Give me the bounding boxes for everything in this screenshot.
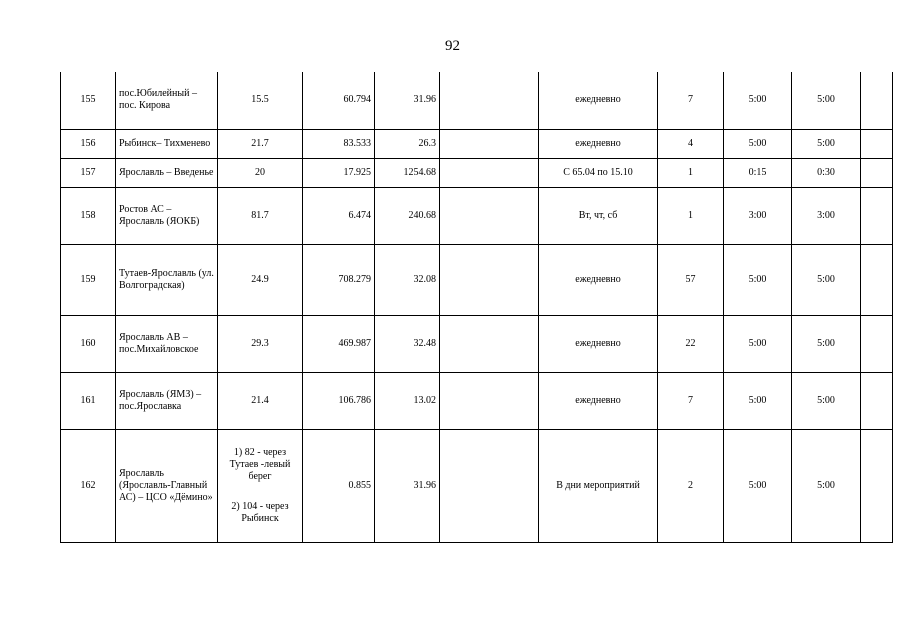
route-value-2: 1254.68 — [375, 158, 440, 187]
route-time-1: 5:00 — [724, 129, 792, 158]
route-value-2: 31.96 — [375, 429, 440, 542]
route-name: Рыбинск– Тихменево — [116, 129, 218, 158]
table-row — [61, 429, 893, 542]
route-length-part-1: 1) 82 - через Тутаев -левый берег — [229, 446, 291, 482]
route-count: 1 — [658, 158, 724, 187]
route-extra-cell — [861, 315, 893, 372]
route-length: 21.4 — [218, 372, 303, 429]
routes-table — [60, 72, 893, 543]
route-empty-cell — [440, 158, 539, 187]
route-empty-cell — [440, 129, 539, 158]
route-count: 2 — [658, 429, 724, 542]
route-time-1: 5:00 — [724, 72, 792, 129]
route-value-1: 469.987 — [303, 315, 375, 372]
route-extra-cell — [861, 372, 893, 429]
route-name: Ярославль (Ярославль-Главный АС) – ЦСО «Дёмино» — [116, 429, 218, 542]
route-empty-cell — [440, 187, 539, 244]
route-length: 20 — [218, 158, 303, 187]
route-empty-cell — [440, 72, 539, 129]
route-time-2: 5:00 — [792, 129, 861, 158]
route-number: 158 — [61, 187, 116, 244]
route-name: Тутаев-Ярославль (ул. Волгоградская) — [116, 244, 218, 315]
route-count: 22 — [658, 315, 724, 372]
route-number: 156 — [61, 129, 116, 158]
route-days: С 65.04 по 15.10 — [539, 158, 658, 187]
route-value-1: 708.279 — [303, 244, 375, 315]
route-empty-cell — [440, 372, 539, 429]
route-empty-cell — [440, 244, 539, 315]
route-length: 81.7 — [218, 187, 303, 244]
route-count: 4 — [658, 129, 724, 158]
route-days: ежедневно — [539, 244, 658, 315]
page-number: 92 — [445, 38, 460, 54]
route-count: 7 — [658, 372, 724, 429]
route-extra-cell — [861, 187, 893, 244]
route-days: В дни мероприятий — [539, 429, 658, 542]
table-row — [61, 187, 893, 244]
route-time-2: 5:00 — [792, 315, 861, 372]
route-value-2: 32.08 — [375, 244, 440, 315]
route-time-1: 5:00 — [724, 315, 792, 372]
route-length: 29.3 — [218, 315, 303, 372]
route-value-2: 240.68 — [375, 187, 440, 244]
route-extra-cell — [861, 158, 893, 187]
route-time-2: 5:00 — [792, 244, 861, 315]
route-days: ежедневно — [539, 129, 658, 158]
route-value-1: 106.786 — [303, 372, 375, 429]
route-length: 15.5 — [218, 72, 303, 129]
route-time-2: 3:00 — [792, 187, 861, 244]
route-value-1: 60.794 — [303, 72, 375, 129]
route-empty-cell — [440, 429, 539, 542]
route-length: 21.7 — [218, 129, 303, 158]
route-time-1: 3:00 — [724, 187, 792, 244]
table-row — [61, 158, 893, 187]
table-row — [61, 72, 893, 129]
route-number: 155 — [61, 72, 116, 129]
table-row — [61, 372, 893, 429]
route-name: пос.Юбилейный – пос. Кирова — [116, 72, 218, 129]
route-value-1: 0.855 — [303, 429, 375, 542]
route-time-2: 0:30 — [792, 158, 861, 187]
route-time-1: 5:00 — [724, 429, 792, 542]
route-value-2: 32.48 — [375, 315, 440, 372]
route-number: 162 — [61, 429, 116, 542]
route-time-1: 0:15 — [724, 158, 792, 187]
route-extra-cell — [861, 72, 893, 129]
route-value-1: 17.925 — [303, 158, 375, 187]
route-time-2: 5:00 — [792, 372, 861, 429]
route-number: 161 — [61, 372, 116, 429]
route-days: ежедневно — [539, 372, 658, 429]
route-empty-cell — [440, 315, 539, 372]
route-name: Ярославль (ЯМЗ) – пос.Ярославка — [116, 372, 218, 429]
route-days: ежедневно — [539, 315, 658, 372]
route-extra-cell — [861, 129, 893, 158]
table-row — [61, 315, 893, 372]
route-number: 160 — [61, 315, 116, 372]
route-name: Ростов АС – Ярославль (ЯОКБ) — [116, 187, 218, 244]
route-value-2: 26.3 — [375, 129, 440, 158]
table-row — [61, 129, 893, 158]
route-value-1: 83.533 — [303, 129, 375, 158]
route-extra-cell — [861, 429, 893, 542]
route-length-part-2: 2) 104 - через Рыбинск — [231, 500, 289, 524]
route-length — [218, 429, 303, 542]
route-count: 1 — [658, 187, 724, 244]
route-length: 24.9 — [218, 244, 303, 315]
route-name: Ярославль – Введенье — [116, 158, 218, 187]
route-time-2: 5:00 — [792, 429, 861, 542]
route-time-1: 5:00 — [724, 372, 792, 429]
route-extra-cell — [861, 244, 893, 315]
route-count: 57 — [658, 244, 724, 315]
route-time-2: 5:00 — [792, 72, 861, 129]
route-value-2: 13.02 — [375, 372, 440, 429]
route-time-1: 5:00 — [724, 244, 792, 315]
route-number: 159 — [61, 244, 116, 315]
route-days: Вт, чт, сб — [539, 187, 658, 244]
route-value-1: 6.474 — [303, 187, 375, 244]
route-name: Ярославль АВ – пос.Михайловское — [116, 315, 218, 372]
route-value-2: 31.96 — [375, 72, 440, 129]
route-count: 7 — [658, 72, 724, 129]
route-number: 157 — [61, 158, 116, 187]
table-row — [61, 244, 893, 315]
route-days: ежедневно — [539, 72, 658, 129]
